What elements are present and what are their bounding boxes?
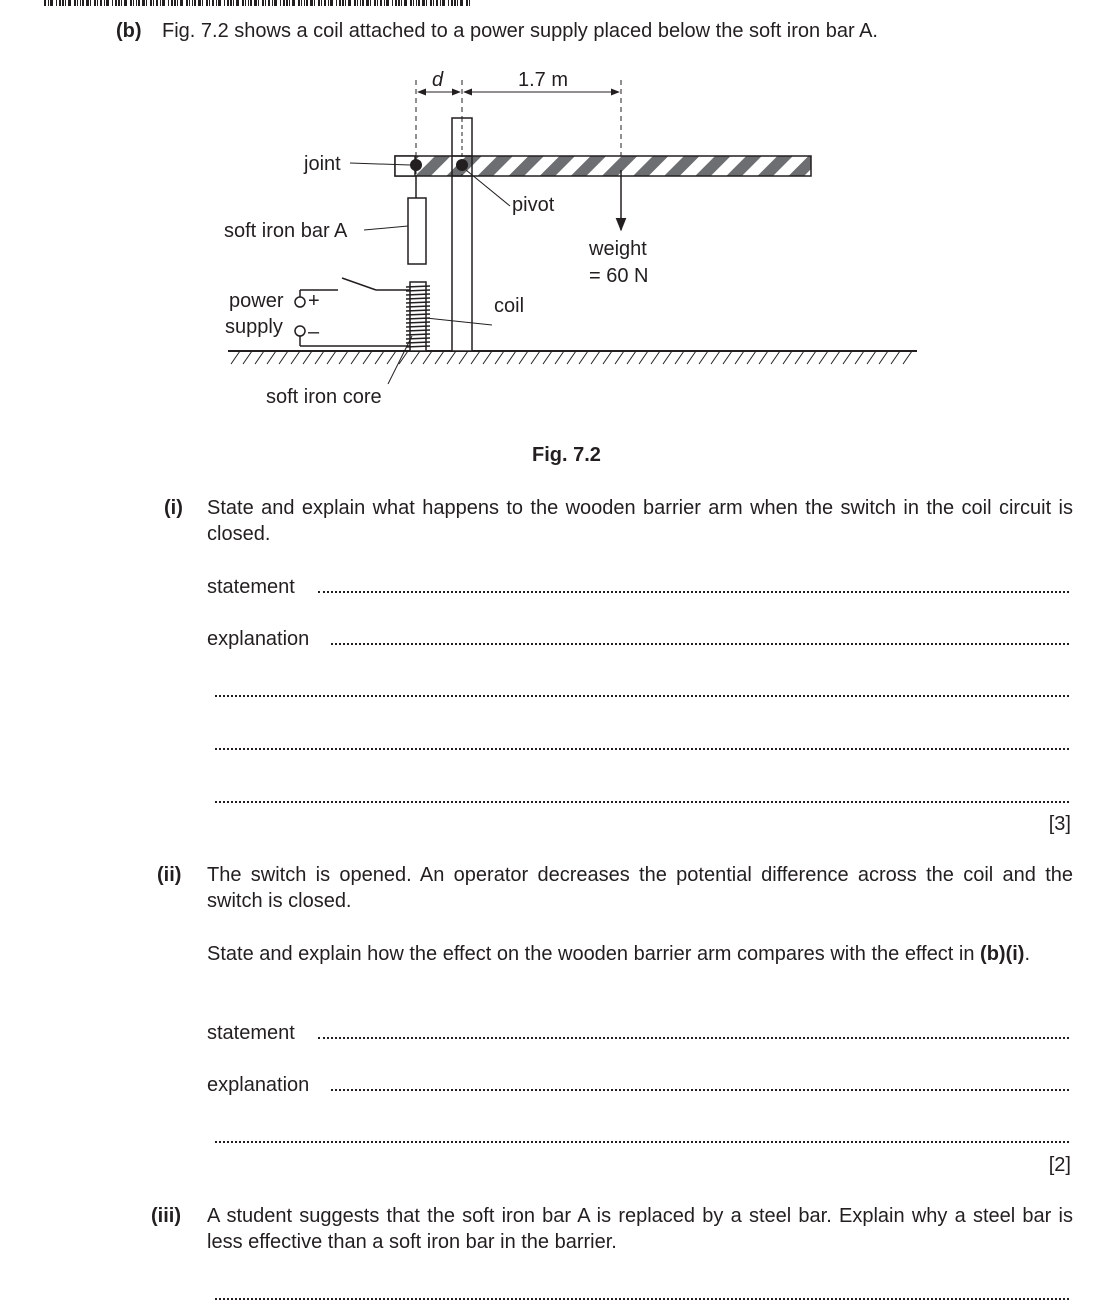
label-soft-iron-core: soft iron core	[266, 386, 382, 408]
ground	[228, 351, 917, 364]
question-i-text: State and explain what happens to the wooden barrier arm when the switch in the coil circuit is closed.	[207, 497, 1073, 545]
label-pivot: pivot	[512, 194, 555, 216]
label-power: power	[229, 290, 284, 312]
label-distance: 1.7 m	[518, 69, 569, 91]
label-d: d	[432, 69, 444, 91]
question-i-explanation-line-4[interactable]	[215, 801, 1069, 803]
label-minus: –	[308, 321, 320, 343]
question-ii-marks: [2]	[1048, 1154, 1071, 1176]
dimension-lines	[416, 80, 621, 160]
question-i-explanation-line-3[interactable]	[215, 748, 1069, 750]
question-iii-text: A student suggests that the soft iron bar A is replaced by a steel bar. Explain why a steel bar is less effective than a soft iron bar in the barrier.	[207, 1205, 1073, 1253]
question-ii-text-2-suffix: .	[1024, 943, 1031, 965]
question-iii-answer-line-1[interactable]	[215, 1298, 1069, 1300]
question-ii-text: The switch is opened. An operator decreases the potential difference across the coil and the switch is closed.	[207, 864, 1073, 912]
joint-dot	[410, 159, 422, 171]
label-joint: joint	[304, 153, 341, 175]
question-ii-explanation-line-1[interactable]	[331, 1089, 1069, 1091]
pivot-dot	[456, 159, 468, 171]
part-b-label: (b)	[116, 20, 142, 42]
label-supply: supply	[225, 316, 283, 338]
soft-iron-bar-a	[408, 198, 426, 264]
question-ii-explanation-label: explanation	[207, 1074, 310, 1096]
question-ii-text-2-prefix: State and explain how the effect on the wooden barrier arm compares with the effect in	[207, 943, 981, 965]
terminal-negative	[295, 326, 305, 336]
label-weight-value: = 60 N	[589, 265, 649, 287]
question-i-explanation-label: explanation	[207, 628, 310, 650]
question-ii-reference: (b)(i)	[980, 943, 1025, 965]
terminal-positive	[295, 297, 305, 307]
question-i-statement-label: statement	[207, 576, 295, 598]
question-i-statement-line[interactable]	[318, 591, 1069, 593]
label-weight: weight	[589, 238, 647, 260]
question-i-explanation-line-1[interactable]	[331, 643, 1069, 645]
question-i-number: (i)	[164, 497, 183, 519]
question-i-marks: [3]	[1048, 813, 1071, 835]
part-b-intro: Fig. 7.2 shows a coil attached to a power supply placed below the soft iron bar A.	[162, 20, 878, 42]
question-ii-text-2	[207, 941, 1073, 967]
question-ii-statement-label: statement	[207, 1022, 295, 1044]
figure-7-2	[0, 0, 1113, 420]
label-coil: coil	[494, 295, 525, 317]
label-soft-iron-bar: soft iron bar A	[224, 220, 348, 242]
question-ii-statement-line[interactable]	[318, 1037, 1069, 1039]
figure-caption: Fig. 7.2	[532, 444, 601, 466]
question-ii-explanation-line-2[interactable]	[215, 1141, 1069, 1143]
question-iii-number: (iii)	[151, 1205, 181, 1227]
label-plus: +	[308, 290, 320, 312]
question-ii-number: (ii)	[157, 864, 182, 886]
pivot-post	[452, 118, 472, 351]
question-i-explanation-line-2[interactable]	[215, 695, 1069, 697]
